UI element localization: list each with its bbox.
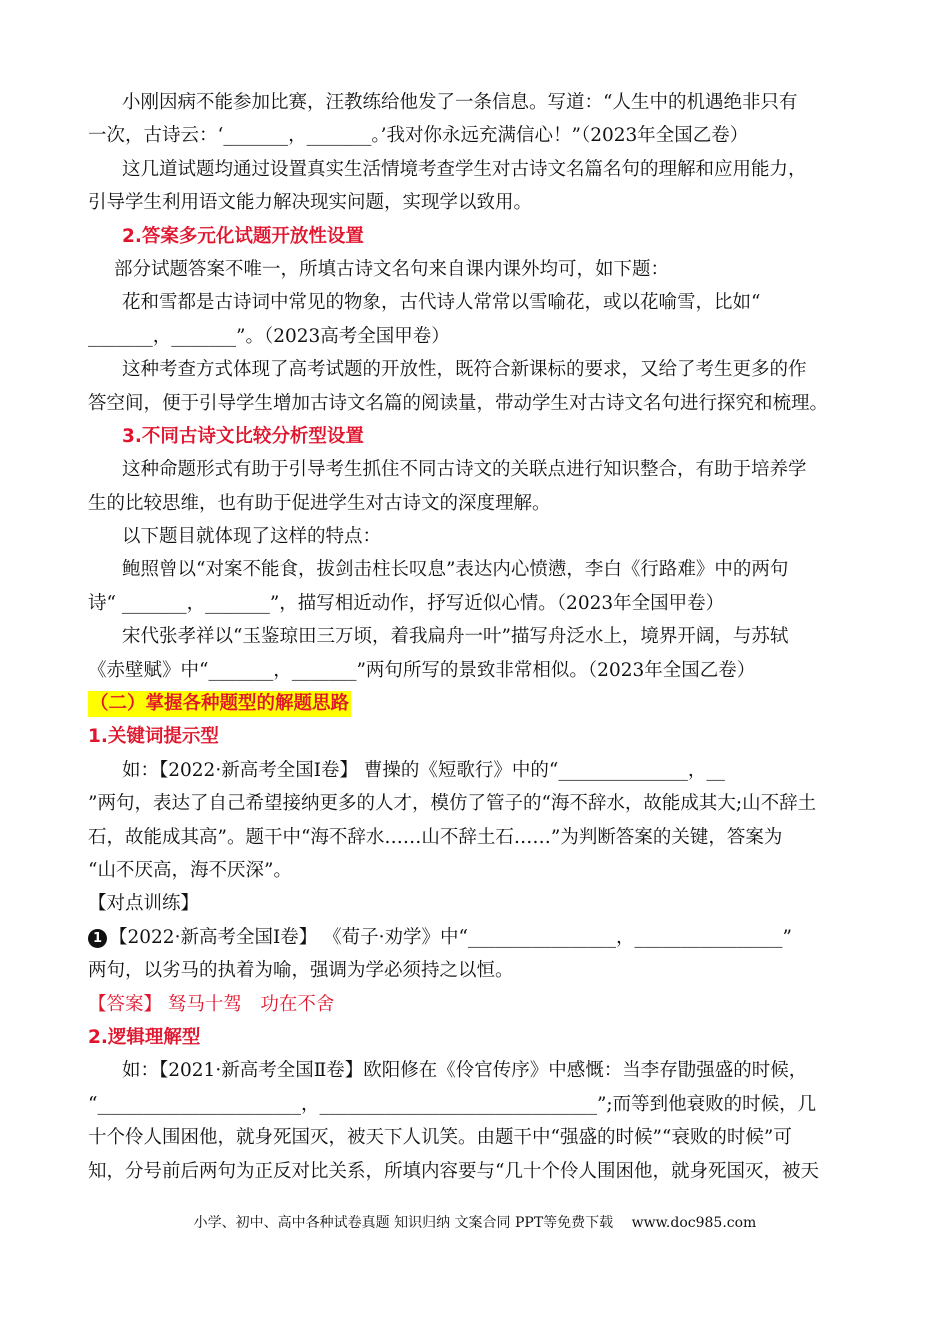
- paragraph-line: 小刚因病不能参加比赛，汪教练给他发了一条信息。写道：“人生中的机遇绝非只有: [122, 92, 798, 113]
- paragraph-line: 诗“ _______，_______”，描写相近动作，抒写近似心情。（2023年全国甲卷）: [88, 592, 725, 614]
- paragraph-line: 石，故能成其高”。题干中“海不辞水……山不辞土石……”为判断答案的关键，答案为: [88, 826, 783, 848]
- paragraph-line: 宋代张孝祥以“玉鉴琼田三万顷，着我扁舟一叶”描写舟泛水上，境界开阔，与苏轼: [122, 626, 789, 648]
- page-footer: 小学、初中、高中各种试卷真题 知识归纳 文案合同 PPT等免费下载 www.doc985.com: [193, 1215, 757, 1231]
- paragraph-line: 《赤壁赋》中“_______，_______”两句所写的景致非常相似。（2023年全国乙卷）: [88, 659, 756, 681]
- paragraph-line: ”两句，表达了自己希望接纳更多的人才，模仿了管子的“海不辞水，故能成其大;山不辞土: [88, 793, 817, 815]
- practice-label: 【对点训练】: [88, 893, 200, 915]
- paragraph-line: 答空间，便于引导学生增加古诗文名篇的阅读量，带动学生对古诗文名句进行探究和梳理。: [88, 392, 829, 414]
- paragraph-line: 如：【2022·新高考全国Ⅰ卷】 曹操的《短歌行》中的“______________，__: [122, 759, 725, 781]
- document-body: [88, 86, 866, 1188]
- paragraph-line: 一次，古诗云：‘_______，_______。’我对你永远充满信心！”（2023年全国乙卷）: [88, 125, 749, 147]
- practice-question: [88, 921, 866, 954]
- chapter-heading: （二）掌握各种题型的解题思路: [88, 691, 351, 717]
- question-text: 【2022·新高考全国Ⅰ卷】 《荀子·劝学》中“________________，________________”: [109, 926, 792, 948]
- paragraph-line: 两句，以劣马的执着为喻，强调为学必须持之以恒。: [88, 960, 514, 982]
- chapter-heading-row: [88, 687, 866, 720]
- paragraph-line: 花和雪都是古诗词中常见的物象，古代诗人常常以雪喻花，或以花喻雪，比如“: [122, 292, 761, 314]
- paragraph-line: 鲍照曾以“对案不能食，拔剑击柱长叹息”表达内心愤懑，李白《行路难》中的两句: [122, 559, 789, 581]
- paragraph-line: 部分试题答案不唯一，所填古诗文名句来自课内课外均可，如下题：: [114, 258, 670, 280]
- paragraph-line: 以下题目就体现了这样的特点：: [122, 526, 382, 548]
- paragraph-line: 这种考查方式体现了高考试题的开放性，既符合新课标的要求，又给了考生更多的作: [122, 359, 807, 381]
- paragraph-line: 这种命题形式有助于引导考生抓住不同古诗文的关联点进行知识整合，有助于培养学: [122, 459, 807, 481]
- section-heading: 2.答案多元化试题开放性设置: [122, 225, 364, 247]
- number-badge-icon: 1: [88, 929, 107, 948]
- paragraph-line: “______________________，______________________________”;而等到他衰败的时候，几: [88, 1093, 817, 1115]
- paragraph-line: 这几道试题均通过设置真实生活情境考查学生对古诗文名篇名句的理解和应用能力，: [122, 158, 807, 180]
- answer-line: 【答案】 驽马十驾 功在不舍: [88, 993, 335, 1015]
- paragraph-line: 生的比较思维，也有助于促进学生对古诗文的深度理解。: [88, 492, 551, 514]
- paragraph-line: 如：【2021·新高考全国Ⅱ卷】欧阳修在《伶官传序》中感慨：当李存勖强盛的时候，: [122, 1060, 808, 1082]
- section-heading: 2.逻辑理解型: [88, 1026, 201, 1048]
- paragraph-line: _______，_______”。（2023高考全国甲卷）: [88, 325, 450, 347]
- paragraph-line: “山不厌高，海不厌深”。: [88, 859, 292, 881]
- section-heading: 3.不同古诗文比较分析型设置: [122, 425, 364, 447]
- paragraph-line: 知，分号前后两句为正反对比关系，所填内容要与“几十个伶人围困他，就身死国灭，被天: [88, 1160, 819, 1182]
- section-heading: 1.关键词提示型: [88, 726, 219, 748]
- paragraph-line: 引导学生利用语文能力解决现实问题，实现学以致用。: [88, 192, 533, 214]
- paragraph-line: 十个伶人围困他，就身死国灭，被天下人讥笑。由题干中“强盛的时候”“衰败的时候”可: [88, 1127, 792, 1149]
